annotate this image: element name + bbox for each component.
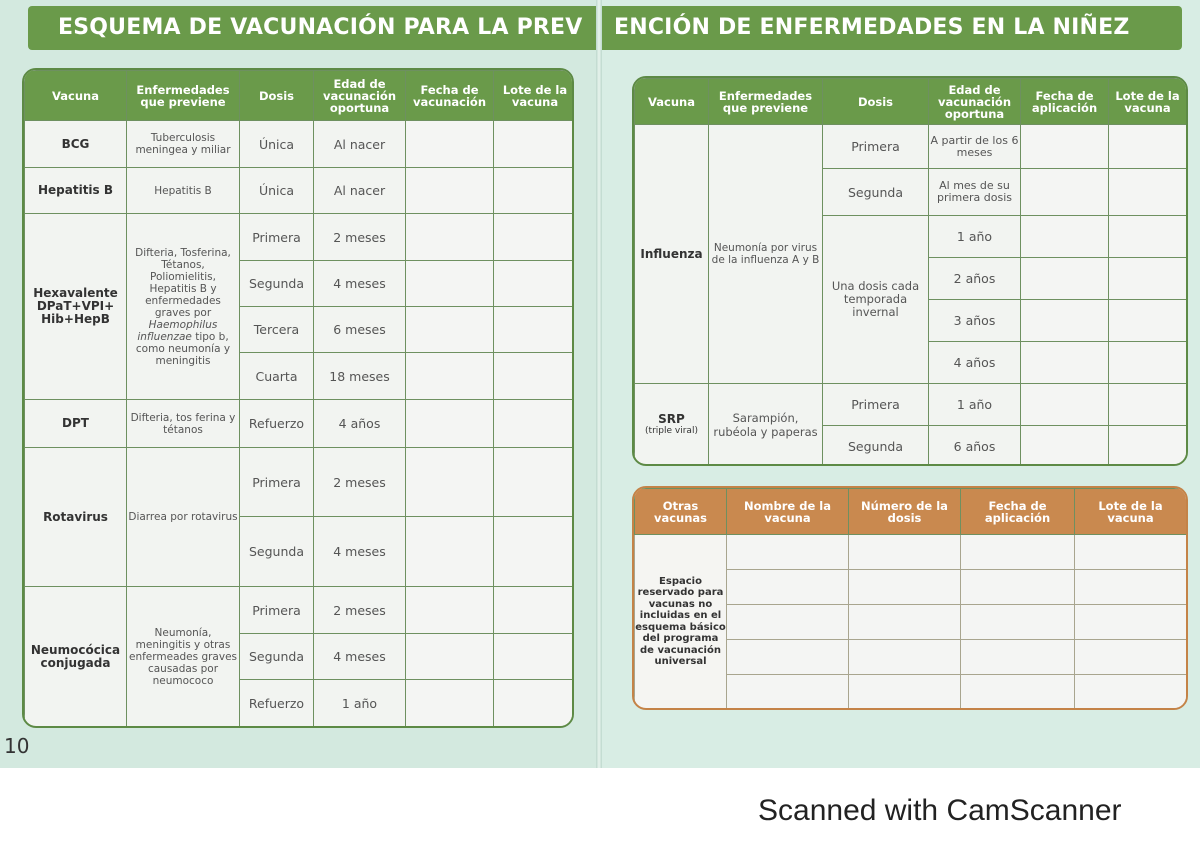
lot-field[interactable] bbox=[494, 168, 575, 214]
vaccine-name: Influenza bbox=[635, 125, 709, 384]
age-cell: 18 meses bbox=[314, 353, 406, 400]
lot-field[interactable] bbox=[1109, 216, 1187, 258]
header-row bbox=[635, 79, 1187, 125]
lot-field[interactable] bbox=[494, 261, 575, 307]
age-cell: 4 meses bbox=[314, 634, 406, 680]
age-cell: Al nacer bbox=[314, 121, 406, 168]
date-field[interactable] bbox=[961, 675, 1075, 709]
disease-text: Sarampión, rubéola y paperas bbox=[709, 384, 823, 467]
lot-field[interactable] bbox=[1075, 640, 1187, 675]
table-row bbox=[635, 384, 1187, 426]
dose-cell: Segunda bbox=[823, 169, 929, 216]
vaccine-name-field[interactable] bbox=[727, 570, 849, 605]
vaccine-name-field[interactable] bbox=[727, 640, 849, 675]
header-diseases: Enfermedades que previene bbox=[127, 71, 240, 121]
lot-field[interactable] bbox=[494, 353, 575, 400]
table-row bbox=[25, 400, 575, 448]
header-dose: Dosis bbox=[823, 79, 929, 125]
header-age: Edad de vacunación oportuna bbox=[929, 79, 1021, 125]
disease-text: Tuberculosis meningea y miliar bbox=[127, 121, 240, 168]
header-vaccine-name: Nombre de la vacuna bbox=[727, 489, 849, 535]
date-field[interactable] bbox=[1021, 426, 1109, 467]
dose-number-field[interactable] bbox=[849, 570, 961, 605]
header-age: Edad de vacunación oportuna bbox=[314, 71, 406, 121]
booklet-spine bbox=[596, 0, 602, 768]
dose-cell: Primera bbox=[823, 384, 929, 426]
date-field[interactable] bbox=[406, 448, 494, 517]
title-banner-right: ENCIÓN DE ENFERMEDADES EN LA NIÑEZ bbox=[602, 6, 1182, 50]
vaccine-name-text: SRP bbox=[658, 412, 685, 426]
header-lot: Lote de la vacuna bbox=[1109, 79, 1187, 125]
age-cell: 1 año bbox=[929, 216, 1021, 258]
date-field[interactable] bbox=[406, 261, 494, 307]
vaccine-name-field[interactable] bbox=[727, 535, 849, 570]
date-field[interactable] bbox=[406, 121, 494, 168]
date-field[interactable] bbox=[1021, 300, 1109, 342]
header-vaccine: Vacuna bbox=[25, 71, 127, 121]
table-row bbox=[25, 168, 575, 214]
date-field[interactable] bbox=[961, 640, 1075, 675]
age-cell: 1 año bbox=[929, 384, 1021, 426]
disease-text-italic: Haemophilus influenzae bbox=[137, 318, 218, 343]
lot-field[interactable] bbox=[1075, 675, 1187, 709]
lot-field[interactable] bbox=[494, 517, 575, 587]
disease-text: Difteria, tos ferina y tétanos bbox=[127, 400, 240, 448]
dose-cell: Cuarta bbox=[240, 353, 314, 400]
table-row bbox=[635, 535, 1187, 570]
age-cell: 2 meses bbox=[314, 448, 406, 517]
lot-field[interactable] bbox=[1075, 535, 1187, 570]
date-field[interactable] bbox=[406, 634, 494, 680]
age-cell: 2 años bbox=[929, 258, 1021, 300]
header-dose-number: Número de la dosis bbox=[849, 489, 961, 535]
vaccine-name-field[interactable] bbox=[727, 675, 849, 709]
dose-cell: Segunda bbox=[823, 426, 929, 467]
age-cell: 6 meses bbox=[314, 307, 406, 353]
lot-field[interactable] bbox=[494, 121, 575, 168]
date-field[interactable] bbox=[1021, 258, 1109, 300]
date-field[interactable] bbox=[406, 307, 494, 353]
age-cell: 4 meses bbox=[314, 517, 406, 587]
dose-cell: Única bbox=[240, 121, 314, 168]
right-vaccine-table bbox=[632, 76, 1188, 466]
disease-text-part: Difteria, Tosferina, Tétanos, Poliomielitis, Hepatitis B y enfermedades graves por bbox=[135, 246, 231, 319]
header-other-vaccines: Otras vacunas bbox=[635, 489, 727, 535]
dose-cell: Segunda bbox=[240, 517, 314, 587]
disease-text: Hepatitis B bbox=[127, 168, 240, 214]
left-vaccine-table bbox=[22, 68, 574, 728]
lot-field[interactable] bbox=[1109, 125, 1187, 169]
lot-field[interactable] bbox=[1109, 169, 1187, 216]
table-row bbox=[25, 587, 575, 634]
age-cell: 4 años bbox=[929, 342, 1021, 384]
disease-text-part: tipo b, como neumonía y meningitis bbox=[135, 330, 231, 367]
age-cell: 2 meses bbox=[314, 587, 406, 634]
lot-field[interactable] bbox=[494, 587, 575, 634]
table-row bbox=[635, 125, 1187, 169]
dose-cell: Primera bbox=[240, 587, 314, 634]
date-field[interactable] bbox=[406, 517, 494, 587]
age-cell: A partir de los 6 meses bbox=[929, 125, 1021, 169]
dose-number-field[interactable] bbox=[849, 535, 961, 570]
lot-field[interactable] bbox=[494, 307, 575, 353]
date-field[interactable] bbox=[961, 535, 1075, 570]
header-row bbox=[635, 489, 1187, 535]
dose-cell: Refuerzo bbox=[240, 680, 314, 727]
table-row bbox=[25, 214, 575, 261]
date-field[interactable] bbox=[406, 680, 494, 727]
lot-field[interactable] bbox=[1075, 605, 1187, 640]
lot-field[interactable] bbox=[1109, 258, 1187, 300]
age-cell: Al mes de su primera dosis bbox=[929, 169, 1021, 216]
dose-cell: Única bbox=[240, 168, 314, 214]
disease-text: Neumonía por virus de la influenza A y B bbox=[709, 125, 823, 384]
lot-field[interactable] bbox=[494, 214, 575, 261]
vaccine-name: DPT bbox=[25, 400, 127, 448]
header-vaccine: Vacuna bbox=[635, 79, 709, 125]
date-field[interactable] bbox=[961, 605, 1075, 640]
dose-cell: Segunda bbox=[240, 261, 314, 307]
lot-field[interactable] bbox=[494, 680, 575, 727]
date-field[interactable] bbox=[1021, 125, 1109, 169]
date-field[interactable] bbox=[1021, 384, 1109, 426]
age-cell: 4 meses bbox=[314, 261, 406, 307]
dose-cell: Primera bbox=[823, 125, 929, 169]
header-dose: Dosis bbox=[240, 71, 314, 121]
date-field[interactable] bbox=[406, 168, 494, 214]
dose-cell: Primera bbox=[240, 214, 314, 261]
other-vaccines-table bbox=[632, 486, 1188, 710]
disease-text bbox=[127, 214, 240, 400]
vaccine-name: Hexavalente DPaT+VPI+ Hib+HepB bbox=[25, 214, 127, 400]
date-field[interactable] bbox=[406, 214, 494, 261]
age-cell: 6 años bbox=[929, 426, 1021, 467]
dose-cell: Una dosis cada temporada invernal bbox=[823, 216, 929, 384]
lot-field[interactable] bbox=[1109, 384, 1187, 426]
dose-cell: Primera bbox=[240, 448, 314, 517]
disease-text: Neumonía, meningitis y otras enfermeades graves causadas por neumococo bbox=[127, 587, 240, 727]
vaccine-name: BCG bbox=[25, 121, 127, 168]
date-field[interactable] bbox=[406, 587, 494, 634]
dose-cell: Tercera bbox=[240, 307, 314, 353]
dose-number-field[interactable] bbox=[849, 675, 961, 709]
dose-number-field[interactable] bbox=[849, 640, 961, 675]
lot-field[interactable] bbox=[494, 400, 575, 448]
header-lot: Lote de la vacuna bbox=[1075, 489, 1187, 535]
dose-number-field[interactable] bbox=[849, 605, 961, 640]
header-date: Fecha de aplicación bbox=[1021, 79, 1109, 125]
header-date: Fecha de aplicación bbox=[961, 489, 1075, 535]
date-field[interactable] bbox=[406, 353, 494, 400]
vaccine-name: Hepatitis B bbox=[25, 168, 127, 214]
age-cell: 2 meses bbox=[314, 214, 406, 261]
header-date: Fecha de vacunación bbox=[406, 71, 494, 121]
age-cell: Al nacer bbox=[314, 168, 406, 214]
lot-field[interactable] bbox=[1109, 342, 1187, 384]
date-field[interactable] bbox=[961, 570, 1075, 605]
age-cell: 4 años bbox=[314, 400, 406, 448]
lot-field[interactable] bbox=[1109, 426, 1187, 467]
table-row bbox=[25, 448, 575, 517]
date-field[interactable] bbox=[406, 400, 494, 448]
vaccine-name-field[interactable] bbox=[727, 605, 849, 640]
age-cell: 3 años bbox=[929, 300, 1021, 342]
disease-text: Diarrea por rotavirus bbox=[127, 448, 240, 587]
dose-cell: Segunda bbox=[240, 634, 314, 680]
header-diseases: Enfermedades que previene bbox=[709, 79, 823, 125]
vaccine-subtitle: (triple viral) bbox=[645, 426, 698, 436]
reserved-space-note: Espacio reservado para vacunas no incluidas en el esquema básico del programa de vacunación universal bbox=[635, 535, 727, 709]
date-field[interactable] bbox=[1021, 216, 1109, 258]
age-cell: 1 año bbox=[314, 680, 406, 727]
date-field[interactable] bbox=[1021, 342, 1109, 384]
lot-field[interactable] bbox=[494, 448, 575, 517]
header-lot: Lote de la vacuna bbox=[494, 71, 575, 121]
lot-field[interactable] bbox=[1109, 300, 1187, 342]
dose-cell: Refuerzo bbox=[240, 400, 314, 448]
title-banner-left: ESQUEMA DE VACUNACIÓN PARA LA PREV bbox=[28, 6, 596, 50]
page-number: 10 bbox=[4, 734, 30, 758]
vaccine-name: Neumocócica conjugada bbox=[25, 587, 127, 727]
lot-field[interactable] bbox=[1075, 570, 1187, 605]
camscanner-watermark: Scanned with CamScanner bbox=[758, 794, 1122, 827]
vaccine-name bbox=[635, 384, 709, 467]
lot-field[interactable] bbox=[494, 634, 575, 680]
table-row bbox=[25, 121, 575, 168]
vaccine-name: Rotavirus bbox=[25, 448, 127, 587]
date-field[interactable] bbox=[1021, 169, 1109, 216]
header-row bbox=[25, 71, 575, 121]
